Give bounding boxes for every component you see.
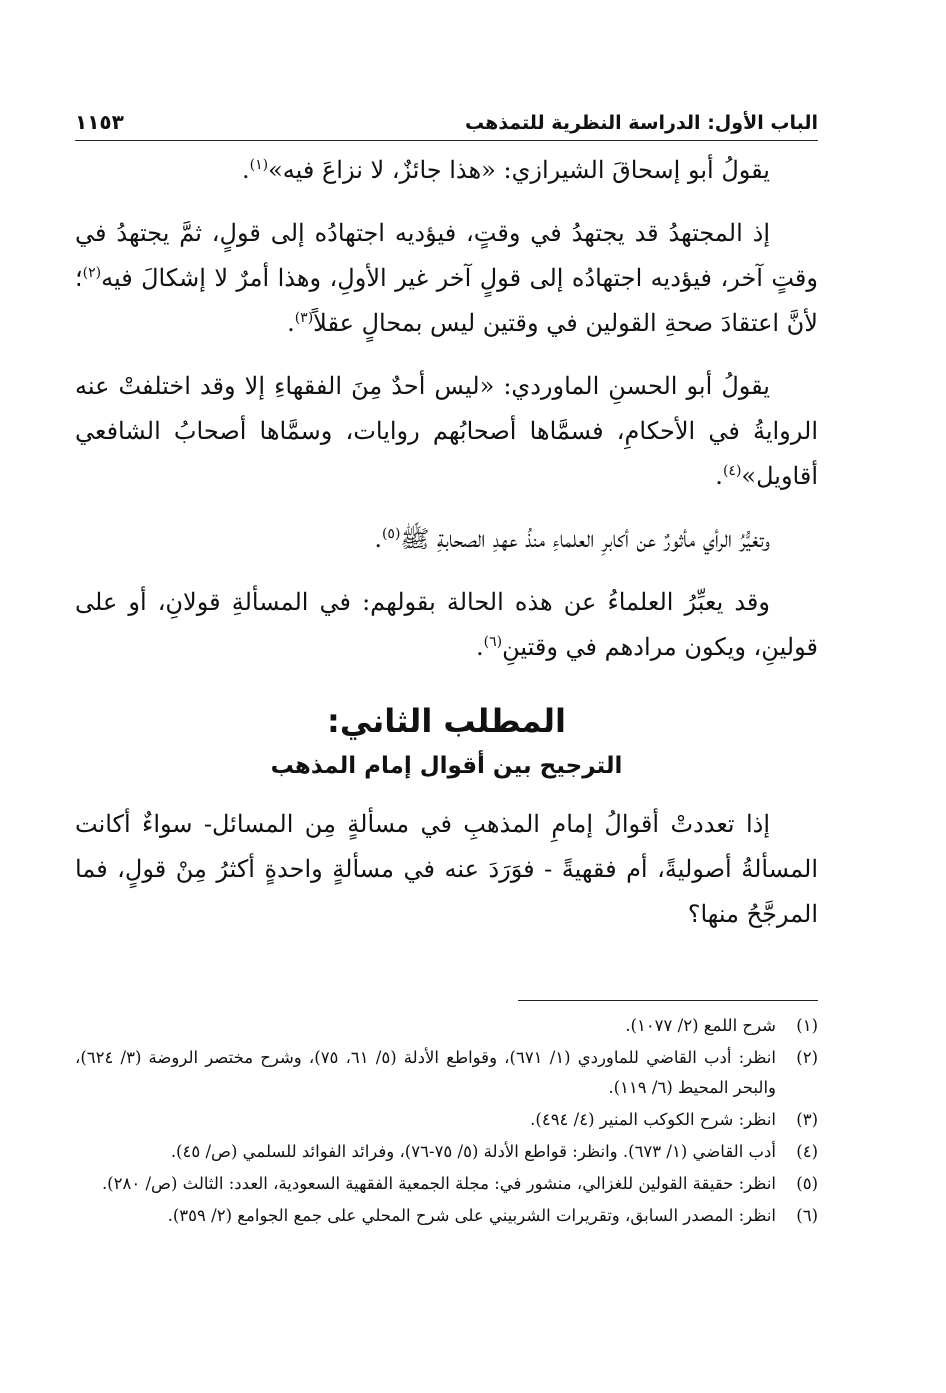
paragraph-4: وتغيُّرُ الرأي مأثورٌ عن أكابرِ العلماءِ منذُ عهدِ الصحابةِ ﷺ$^{(٥)}$. [374, 525, 770, 553]
footnote-item [75, 1137, 818, 1167]
footnote-text: انظر: حقيقة القولين للغزالي، منشور في: مجلة الجمعية الفقهية السعودية، العدد: الثالث (ص/ ٢٨٠). [101, 1174, 776, 1193]
footnote-text: أدب القاضي (١/ ٦٧٣). وانظر: قواطع الأدلة (٥/ ٧٥-٧٦)، وفرائد الفوائد للسلمي (ص/ ٤٥). [170, 1142, 776, 1161]
footnote-ref[interactable]: (٢) [82, 265, 102, 281]
main-text [75, 148, 818, 955]
paragraph-1: يقولُ أبو إسحاقَ الشيرازي: «هذا جائزٌ، لا نزاعَ فيه»$^{(١)}$. [241, 156, 770, 184]
page-number: ١١٥٣ [75, 110, 124, 134]
footnote-number: (١) [796, 1016, 818, 1035]
section-heading [75, 696, 818, 786]
section-paragraph: إذا تعددتْ أقوالُ إمامِ المذهبِ في مسألةٍ مِن المسائل- سواءٌ أكانت المسألةُ أصوليةً، أم فقهيةً - فوَرَدَ عنه في مسألةٍ واحدةٍ أكثرُ مِنْ قولٍ، فما المرجَّحُ منها؟ [75, 810, 818, 928]
paragraph-3: يقولُ أبو الحسنِ الماوردي: «ليس أحدٌ مِنَ الفقهاءِ إلا وقد اختلفتْ عنه الروايةُ في الأحكامِ، فسمَّاها أصحابُهم روايات، وسمَّاها أصحابُ الشافعي أقاويل»$^{(٤)}$. [75, 372, 818, 490]
footnote-ref[interactable]: (٥) [381, 526, 401, 542]
footnote-number: (٦) [796, 1206, 818, 1225]
footnote-ref[interactable]: (١) [249, 157, 269, 173]
section-title: المطلب الثاني: [327, 702, 566, 740]
paragraph-2: إذ المجتهدُ قد يجتهدُ في وقتٍ، فيؤديه اجتهادُه إلى قولٍ، ثمَّ يجتهدُ في وقتٍ آخر، فيؤديه اجتهادُه إلى قولٍ آخر غير الأولِ، وهذا أمرٌ لا إشكالَ فيه$^{(٢)}$؛ لأنَّ اعتقادَ صحةِ القولين في وقتين ليس بمحالٍ عقلاً$^{(٣)}$. [75, 219, 818, 337]
paragraph-5: وقد يعبِّرُ العلماءُ عن هذه الحالة بقولهم: في المسألةِ قولانِ، أو على قولينِ، ويكون مرادهم في وقتينِ$^{(٦)}$. [75, 588, 818, 661]
footnote-item [75, 1201, 818, 1231]
footnote-item [75, 1105, 818, 1135]
footnote-text: انظر: شرح الكوكب المنير (٤/ ٤٩٤). [530, 1110, 776, 1129]
section-subtitle: الترجيح بين أقوال إمام المذهب [270, 753, 623, 779]
footnote-divider [518, 1000, 818, 1001]
footnote-ref[interactable]: (٣) [294, 310, 314, 326]
footnote-text: انظر: المصدر السابق، وتقريرات الشربيني على شرح المحلي على جمع الجوامع (٢/ ٣٥٩). [167, 1206, 776, 1225]
footnote-number: (٣) [796, 1110, 818, 1129]
footnote-number: (٢) [796, 1048, 818, 1067]
footnote-number: (٤) [796, 1142, 818, 1161]
footnotes [75, 1000, 818, 1233]
footnote-text: انظر: أدب القاضي للماوردي (١/ ٦٧١)، وقواطع الأدلة (٥/ ٦١، ٧٥)، وشرح مختصر الروضة (٣/ ٦٢٤)، والبحر المحيط (٦/ ١١٩). [75, 1048, 776, 1097]
footnote-number: (٥) [796, 1174, 818, 1193]
footnote-item [75, 1169, 818, 1199]
footnote-ref[interactable]: (٦) [483, 634, 503, 650]
footnote-text: شرح اللمع (٢/ ١٠٧٧). [625, 1016, 776, 1035]
page-header [75, 100, 818, 141]
footnote-ref[interactable]: (٤) [722, 463, 742, 479]
footnote-item [75, 1011, 818, 1041]
footnote-item [75, 1043, 818, 1103]
running-title: الباب الأول: الدراسة النظرية للتمذهب [465, 112, 818, 134]
